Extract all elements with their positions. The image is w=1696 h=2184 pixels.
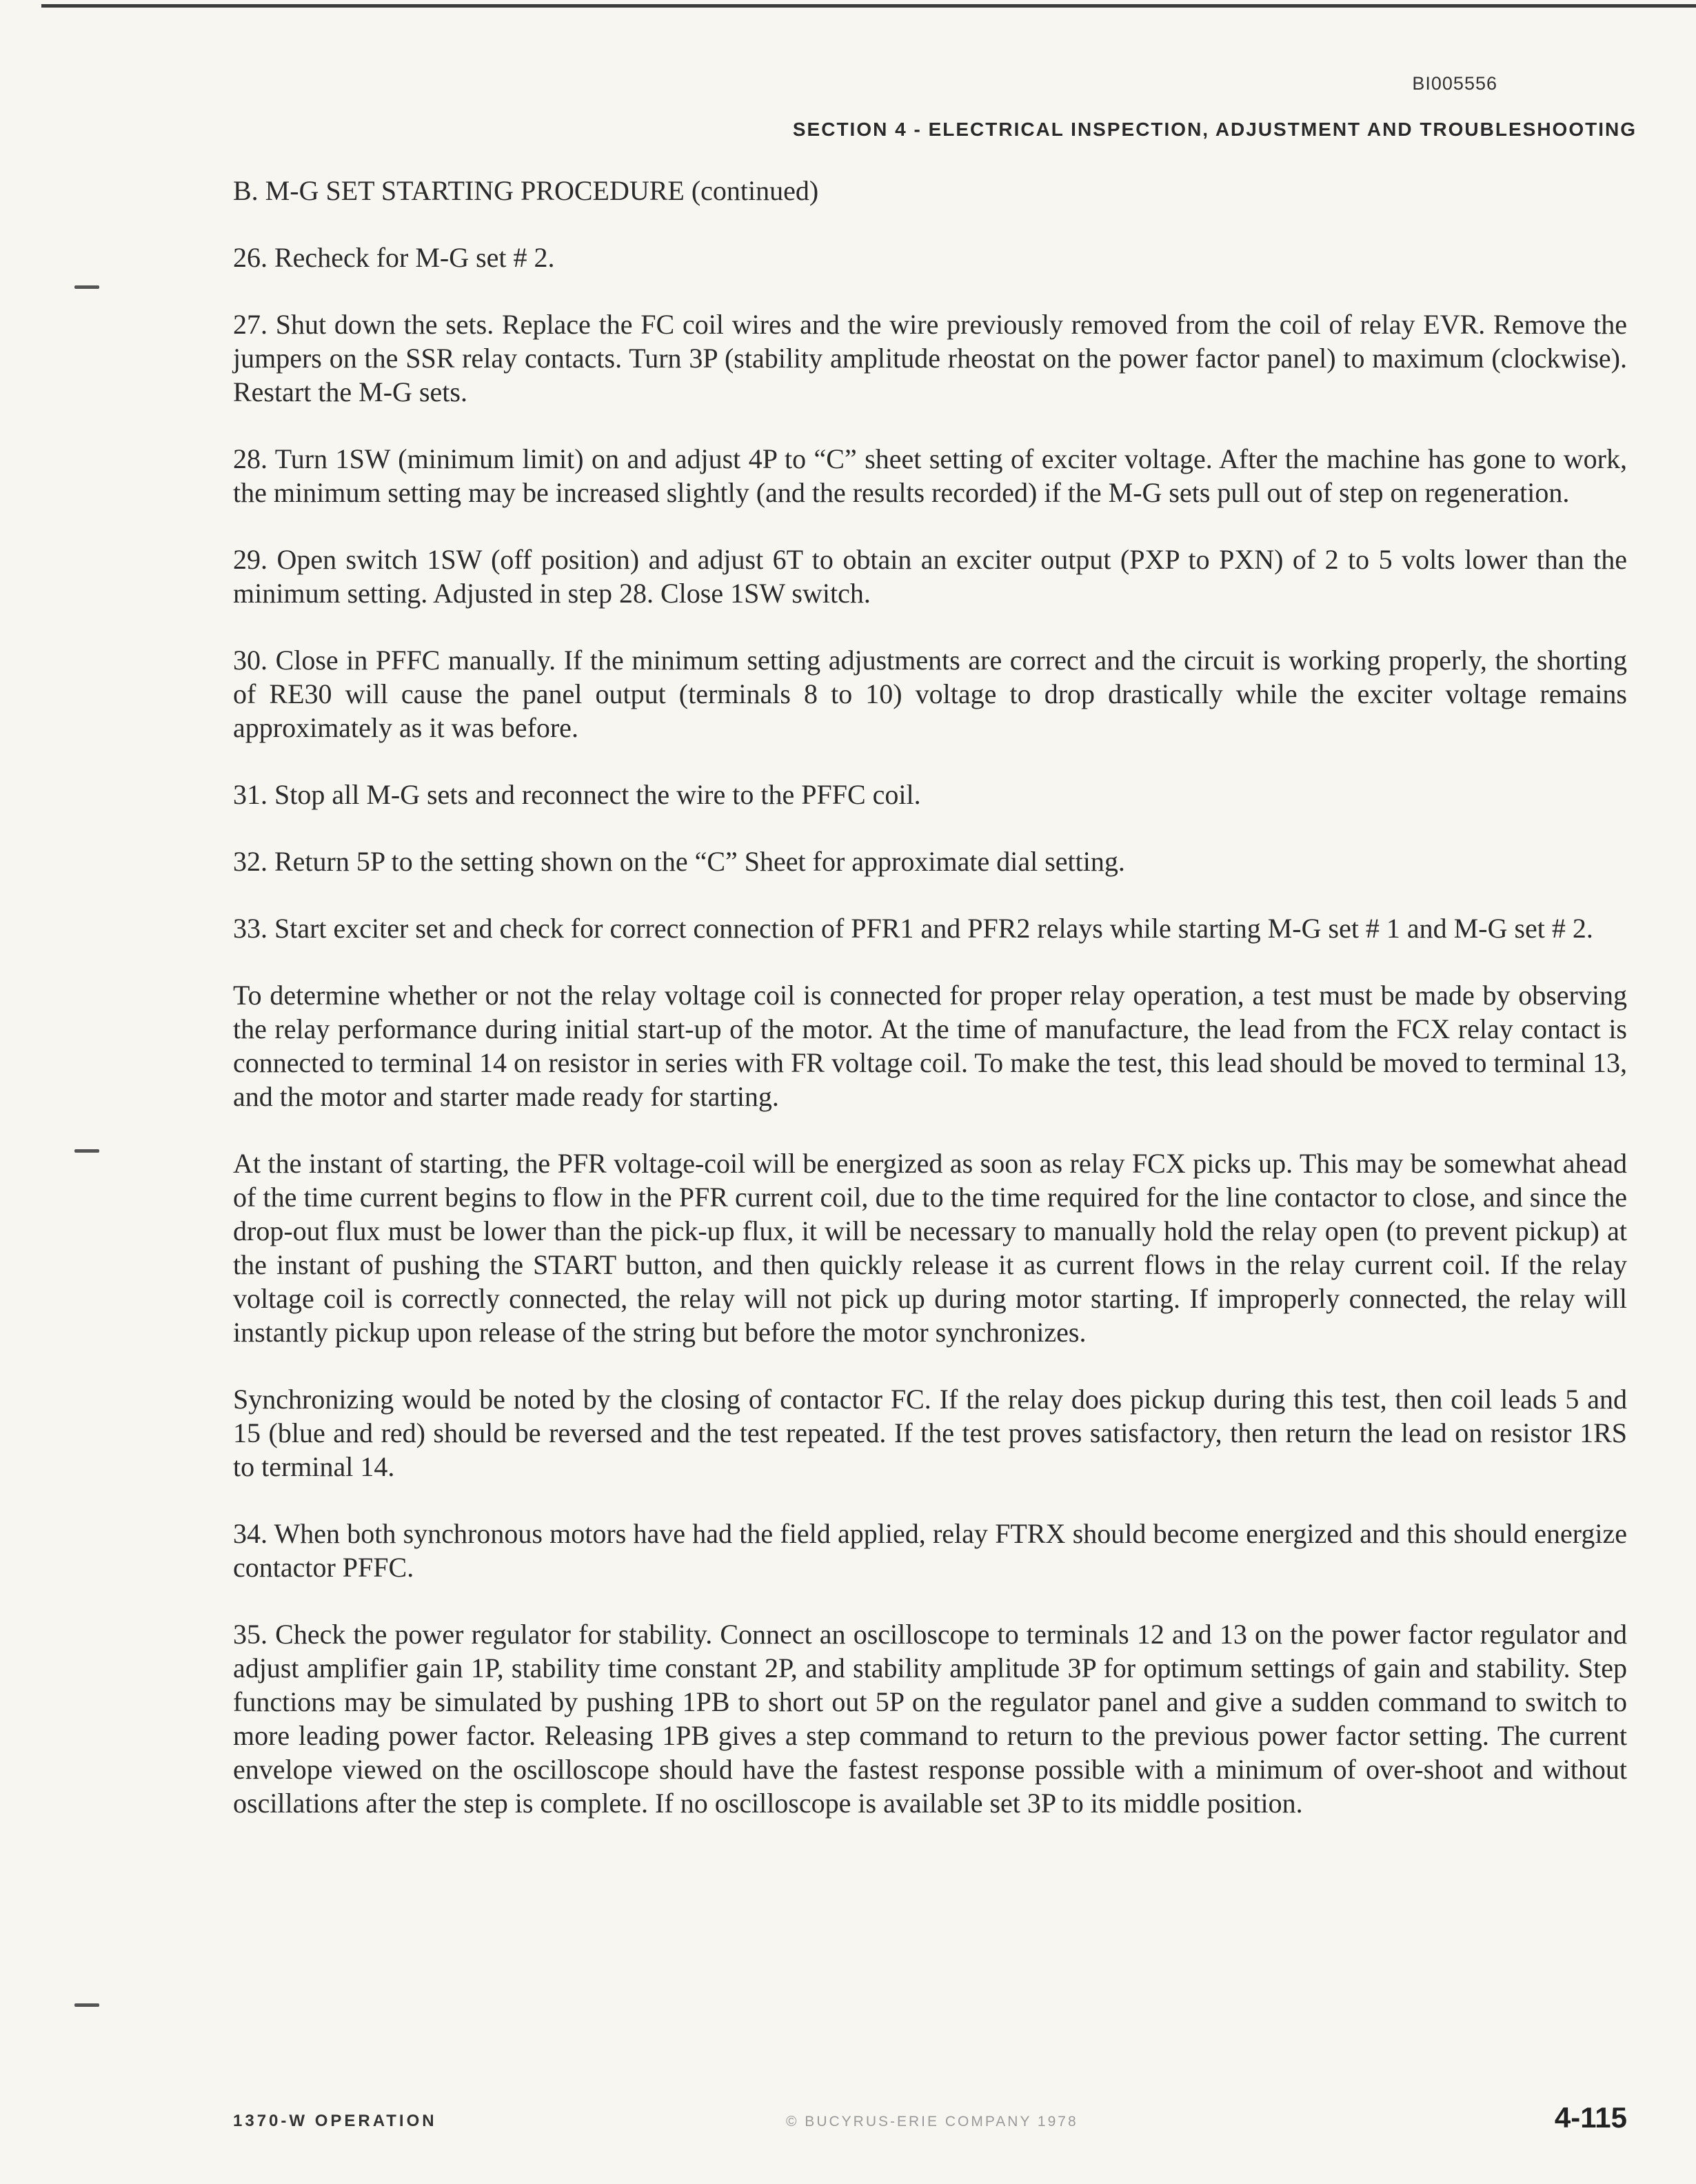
page-number: 4-115 [1554,2101,1627,2134]
step-31: 31. Stop all M-G sets and reconnect the wire to the PFFC coil. [233,779,921,810]
margin-mark [74,2003,99,2007]
starting-instant-paragraph: At the instant of starting, the PFR voltage-coil will be energized as soon as relay FCX picks up. This may be somewhat ahead of the time current begins to flow in the PFR current coil, due to the time required for the line contactor to close, and since the drop-out flux must be lower than the pick-up flux, it will be necessary to manually hold the relay open (to prevent pickup) at the instant of pushing the START button, and then quickly release it as current flows in the relay current coil. If the relay voltage coil is correctly connected, the relay will not pick up during motor starting. If improperly connected, the relay will instantly pickup upon release of the string but before the motor synchronizes. [233,1148,1627,1348]
step-35: 35. Check the power regulator for stability. Connect an oscilloscope to terminals 12 and 13 on the power factor regulator and adjust amplifier gain 1P, stability time constant 2P, and stability amplitude 3P for optimum settings of gain and stability. Step functions may be simulated by pushing 1PB to short out 5P on the regulator panel and give a sudden command to switch to more leading power factor. Releasing 1PB gives a step command to return to the previous power factor setting. The current envelope viewed on the oscilloscope should have the fastest response possible with a minimum of over-shoot and without oscillations after the step is complete. If no oscilloscope is available set 3P to its middle position. [233,1619,1627,1819]
document-id: BI005556 [1412,73,1497,94]
step-29: 29. Open switch 1SW (off position) and adjust 6T to obtain an exciter output (PXP to PXN) of 2 to 5 volts lower than the minimum setting. Adjusted in step 28. Close 1SW switch. [233,544,1627,609]
step-28: 28. Turn 1SW (minimum limit) on and adjust 4P to “C” sheet setting of exciter voltage. After the machine has gone to work, the minimum setting may be increased slightly (and the results recorded) if the M-G sets pull out of step on regeneration. [233,443,1627,508]
section-header: SECTION 4 - ELECTRICAL INSPECTION, ADJUSTMENT AND TROUBLESHOOTING [792,119,1637,140]
section-title: B. M-G SET STARTING PROCEDURE (continued) [233,175,819,206]
margin-mark [74,1149,99,1153]
step-32: 32. Return 5P to the setting shown on the “C” Sheet for approximate dial setting. [233,846,1125,877]
step-27: 27. Shut down the sets. Replace the FC coil wires and the wire previously removed from the coil of relay EVR. Remove the jumpers on the SSR relay contacts. Turn 3P (stability amplitude rheostat on the power factor panel) to maximum (clockwise). Restart the M-G sets. [233,309,1627,407]
step-26: 26. Recheck for M-G set # 2. [233,242,555,273]
body-text [233,174,1627,1853]
margin-mark [74,285,99,289]
relay-test-paragraph: To determine whether or not the relay voltage coil is connected for proper relay operation, a test must be made by observing the relay performance during initial start-up of the motor. At the time of manufacture, the lead from the FCX relay contact is connected to terminal 14 on resistor in series with FR voltage coil. To make the test, this lead should be moved to terminal 13, and the motor and starter made ready for starting. [233,980,1627,1112]
step-30: 30. Close in PFFC manually. If the minimum setting adjustments are correct and the circuit is working properly, the shorting of RE30 will cause the panel output (terminals 8 to 10) voltage to drop drastically while the exciter voltage remains approximately as it was before. [233,645,1627,743]
footer-manual-title: 1370-W OPERATION [233,2112,437,2130]
footer-copyright: © BUCYRUS-ERIE COMPANY 1978 [786,2114,1078,2130]
synchronizing-paragraph: Synchronizing would be noted by the closing of contactor FC. If the relay does pickup during this test, then coil leads 5 and 15 (blue and red) should be reversed and the test repeated. If the test proves satisfactory, then return the lead on resistor 1RS to terminal 14. [233,1384,1627,1482]
step-33: 33. Start exciter set and check for correct connection of PFR1 and PFR2 relays while starting M-G set # 1 and M-G set # 2. [233,913,1593,944]
step-34: 34. When both synchronous motors have had the field applied, relay FTRX should become energized and this should energize contactor PFFC. [233,1518,1627,1583]
top-rule [41,4,1696,8]
